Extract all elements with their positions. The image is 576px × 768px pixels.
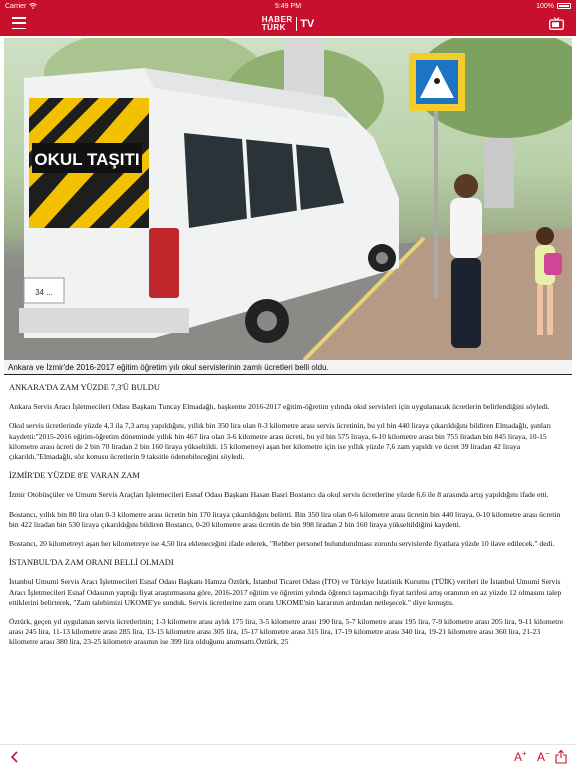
logo-tv: TV (300, 18, 315, 30)
font-increase-button[interactable] (514, 749, 527, 764)
carrier-label: Carrier (5, 2, 27, 10)
battery-group (451, 3, 571, 10)
paragraph: Öztürk, geçen yıl uygulanan servis ücretlerinin; 1-3 kilometre arası aylık 175 lira, 3-5 kilometre arası 190 lira, 5-7 kilometre arası 195 lira, 7-9 kilometre arası 205 lira, 9-11 kilometre arası 245 lira, 11-13 kilometre arası 285 lira, 13-15 kilometre arası 305 lira, 15-17 kilometre arası 315 lira, 17-19 kilometre arası 340 lira, 19-21 kilometre arası 360 lira, 21-23 kilometre arası 380 lira, 23-25 kilometre arasının ise 399 lira olduğunu anımsattı.Öztürk, 25 (9, 617, 564, 647)
logo-divider (296, 17, 298, 31)
chevron-left-icon[interactable] (8, 750, 22, 764)
header-bar (0, 12, 576, 36)
section-heading-izmir: İZMİR'DE YÜZDE 8'E VARAN ZAM (9, 471, 140, 481)
image-caption: Ankara ve İzmir'de 2016-2017 eğitim öğretim yılı okul servislerinin zamlı ücretleri belli oldu. (4, 360, 572, 375)
battery-percent: 100% (536, 2, 554, 10)
font-increase-label: A (514, 750, 523, 764)
font-decrease-sign: − (545, 749, 550, 758)
hamburger-icon[interactable] (12, 17, 26, 29)
bottom-toolbar (0, 744, 576, 768)
share-icon[interactable] (555, 749, 567, 764)
paragraph: Okul servis ücretlerinde yüzde 4,3 ila 7,3 artış yapıldığını, yıllık bin 350 lira olan 0-3 kilometre arası servis ücretinin, bu yıl bin 440 liraya çıkarıldığını bildiren Elmadağlı, şunları kaydetti:"2015-2016 eğitim-öğretim döneminde yıllık bin 467 lira olan 3-6 kilometre arası ücreti, bu yıl bin 575 liraya, 6-10 kilometre arası bin 755 liradan bin 845 liraya, 10-15 kilometre arası ücreti de 2 bin 70 liradan 2 bin 160 liraya yükseltildi. 15 kilometreyi aşan her kilometre için ise yıllık yüzde 7,6 zam yapıldı ve ücret 39 liradan 42 liraya çıkarıldı."Elmadağlı, söz konusu ücretlerin 9 taksitle ödenebileceğini söyledi. (9, 421, 551, 462)
school-bus-photo (4, 38, 572, 360)
font-increase-sign: + (522, 749, 527, 758)
wifi-icon (29, 3, 37, 9)
article-body (9, 383, 565, 741)
haberturk-logo[interactable] (262, 16, 315, 32)
section-heading-istanbul: İSTANBUL'DA ZAM ORANI BELLİ OLMADI (9, 558, 174, 568)
license-plate: 34 ... (35, 288, 53, 297)
bus-sign-text: OKUL TAŞITI (34, 150, 140, 169)
logo-line-1: HABER (261, 15, 293, 24)
status-bar (0, 0, 576, 12)
article-hero-image (4, 38, 572, 360)
clock: 5:49 PM (274, 2, 302, 10)
paragraph: Ankara Servis Aracı İşletmecileri Odası Başkanı Tuncay Elmadağlı, başkentte 2016-2017 eğitim-öğretim yılında okul servisleri için uygulanacak ücretlerin belirlendiğini söyledi. (9, 402, 550, 412)
battery-icon (557, 3, 571, 9)
paragraph: İzmir Otobüsçüler ve Umum Servis Araçları İşletmecileri Esnaf Odası Başkanı Hasan Basri Bostancı da okul servis ücretlerine yüzde 6,6 ile 8 arasında artış yapıldığını ifade etti. (9, 490, 549, 500)
font-decrease-label: A (537, 750, 546, 764)
carrier-group (5, 3, 125, 10)
tv-icon[interactable] (549, 17, 564, 30)
paragraph: Bostancı, 20 kilometreyi aşan her kilometreye ise 4,50 lira ekleneceğini ifade ederek, "Rehber personel bulundurulması zorunlu servislerde fiyatlara yüzde 10 ilave edilecek." dedi. (9, 539, 555, 549)
paragraph: İstanbul Umumi Servis Aracı İşletmecileri Esnaf Odası Başkanı Hamza Öztürk, İstanbul Ticaret Odası (İTO) ve Türkiye İstatistik Kurumu (TÜİK) verileri ile İstanbul Umumi Servis Aracı İşletmecileri Esnaf Odasının yaptığı fiyat araştırmasına göre, 2016-2017 eğitim ve öğretim yılında öğrenci taşımacılığı fiyat tarifesi artış oranının en az yüzde 12 olmasını talep ettiklerini belirterek, "Zam talebimizi UKOME'ye sunduk. Servis ücretlerine zam oranı UKOME'nin kararının ardından netleşecek." diye konuştu. (9, 577, 562, 607)
logo-line-2: TÜRK (261, 23, 286, 32)
section-heading-ankara: ANKARA'DA ZAM YÜZDE 7,3'Ü BULDU (9, 383, 160, 392)
paragraph: Bostancı, yıllık bin 80 lira olan 0-3 kilometre arası ücretin bin 170 liraya çıkarıldığını belirtti. Bin 350 lira olan 0-6 kilometre arası ücretin bin 440 liraya, 0-10 kilometre arası ücretin bin 422 liradan bin 530 liraya çıkarıldığını bildiren Bostancı, 0-20 kilometre arası ücretin de bin 998 liradan 2 bin 160 liraya yükseltildiğini kaydetti. (9, 509, 561, 529)
font-decrease-button[interactable] (537, 749, 550, 764)
